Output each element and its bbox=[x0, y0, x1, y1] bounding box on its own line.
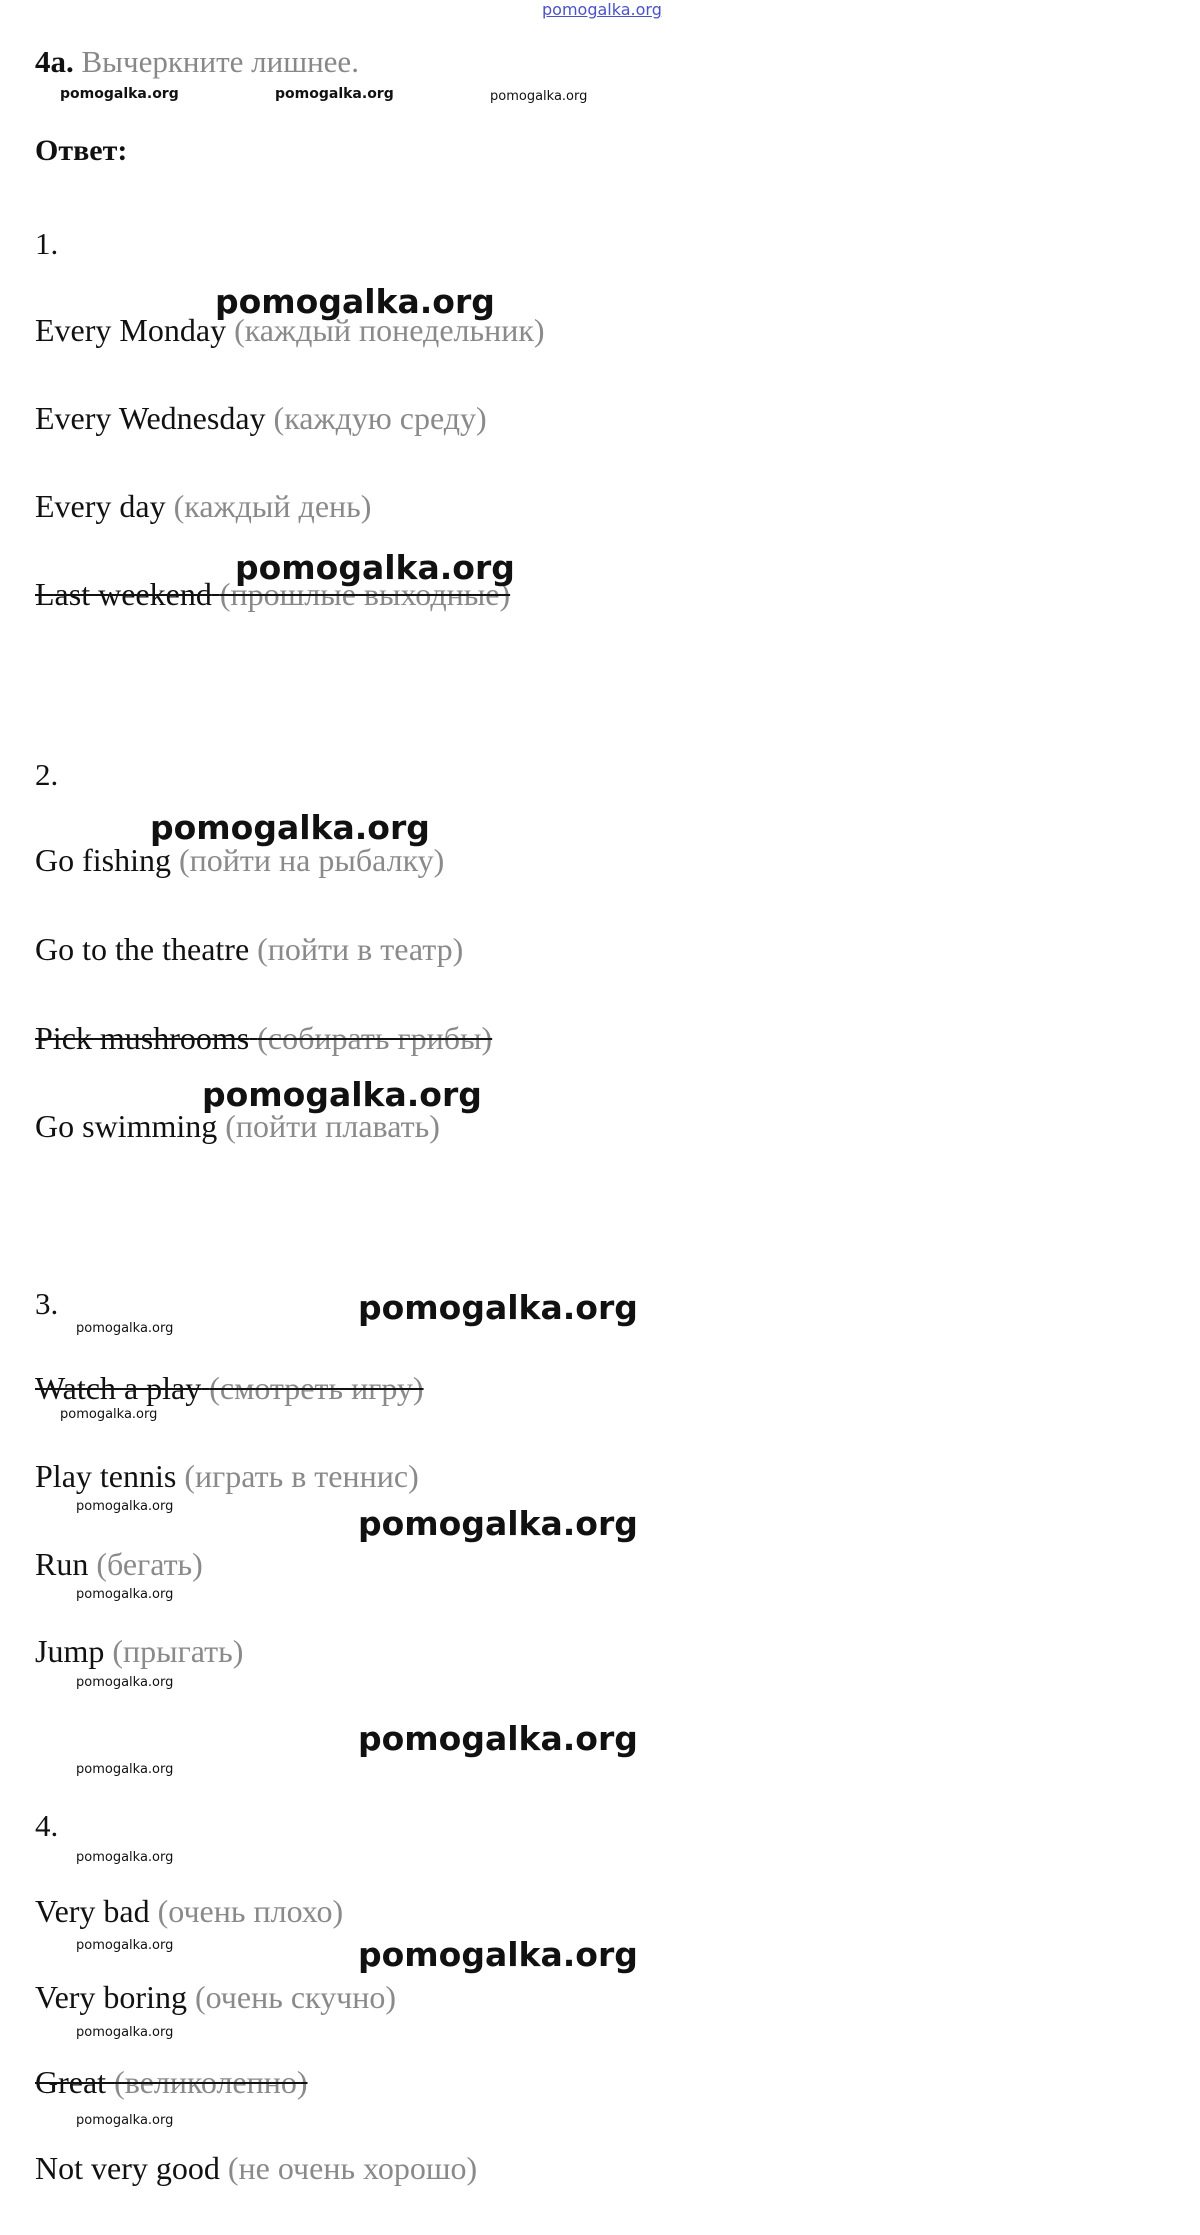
list-item bbox=[35, 488, 371, 525]
item-translation: (пойти в театр) bbox=[257, 931, 464, 967]
item-english: Go fishing bbox=[35, 842, 171, 878]
watermark: pomogalka.org bbox=[275, 86, 394, 102]
item-translation: (пойти на рыбалку) bbox=[179, 842, 445, 878]
item-english: Not very good bbox=[35, 2150, 220, 2186]
watermark: pomogalka.org bbox=[358, 1719, 638, 1758]
item-english: Go to the theatre bbox=[35, 931, 250, 967]
group-number: 2. bbox=[35, 757, 59, 792]
item-translation: (очень скучно) bbox=[194, 1979, 396, 2015]
watermark: pomogalka.org bbox=[76, 1499, 174, 1514]
watermark: pomogalka.org bbox=[60, 1407, 158, 1422]
list-item bbox=[35, 400, 487, 437]
watermark: pomogalka.org bbox=[76, 1762, 174, 1777]
item-english: Pick mushrooms bbox=[35, 1020, 250, 1056]
watermark: pomogalka.org bbox=[490, 89, 588, 104]
top-site-link[interactable]: pomogalka.org bbox=[542, 0, 662, 19]
item-english: Every Wednesday bbox=[35, 400, 266, 436]
task-number: 4a. bbox=[35, 44, 74, 79]
watermark: pomogalka.org bbox=[358, 1935, 638, 1974]
watermark: pomogalka.org bbox=[150, 808, 430, 847]
item-translation: (бегать) bbox=[96, 1546, 203, 1582]
item-english: Every Monday bbox=[35, 312, 227, 348]
watermark: pomogalka.org bbox=[358, 1504, 638, 1543]
list-item bbox=[35, 1633, 243, 1670]
list-item bbox=[35, 931, 463, 968]
item-english: Every day bbox=[35, 488, 166, 524]
item-translation: (очень плохо) bbox=[157, 1893, 344, 1929]
watermark: pomogalka.org bbox=[76, 1675, 174, 1690]
list-item bbox=[35, 842, 444, 879]
watermark: pomogalka.org bbox=[76, 2113, 174, 2128]
task-question: Вычеркните лишнее. bbox=[81, 44, 359, 79]
item-translation: (собирать грибы) bbox=[257, 1020, 493, 1056]
watermark: pomogalka.org bbox=[358, 1288, 638, 1327]
group-number: 4. bbox=[35, 1808, 59, 1843]
item-translation: (не очень хорошо) bbox=[227, 2150, 478, 2186]
task-header bbox=[35, 44, 359, 80]
item-translation: (пойти плавать) bbox=[225, 1108, 440, 1144]
watermark: pomogalka.org bbox=[60, 86, 179, 102]
list-item bbox=[35, 1546, 203, 1583]
item-translation: (прыгать) bbox=[112, 1633, 244, 1669]
watermark: pomogalka.org bbox=[76, 2025, 174, 2040]
item-english: Last weekend bbox=[35, 576, 212, 612]
item-translation: (каждый понедельник) bbox=[234, 312, 545, 348]
item-translation: (играть в теннис) bbox=[184, 1458, 419, 1494]
list-item bbox=[35, 1893, 343, 1930]
list-item bbox=[35, 1979, 396, 2016]
item-english: Very bad bbox=[35, 1893, 150, 1929]
watermark: pomogalka.org bbox=[76, 1938, 174, 1953]
crossed-out-item bbox=[35, 2064, 308, 2101]
item-english: Jump bbox=[35, 1633, 105, 1669]
watermark: pomogalka.org bbox=[76, 1850, 174, 1865]
watermark: pomogalka.org bbox=[215, 282, 495, 321]
watermark: pomogalka.org bbox=[76, 1321, 174, 1336]
item-english: Run bbox=[35, 1546, 89, 1582]
crossed-out-item bbox=[35, 1370, 424, 1407]
list-item bbox=[35, 1458, 419, 1495]
watermark: pomogalka.org bbox=[202, 1075, 482, 1114]
item-english: Great bbox=[35, 2064, 107, 2100]
crossed-out-item bbox=[35, 1020, 492, 1057]
item-english: Watch a play bbox=[35, 1370, 202, 1406]
item-translation: (смотреть игру) bbox=[209, 1370, 424, 1406]
item-translation: (великолепно) bbox=[114, 2064, 308, 2100]
item-english: Play tennis bbox=[35, 1458, 177, 1494]
list-item bbox=[35, 2150, 477, 2187]
watermark: pomogalka.org bbox=[76, 1587, 174, 1602]
group-number: 1. bbox=[35, 226, 59, 261]
watermark: pomogalka.org bbox=[235, 548, 515, 587]
item-translation: (каждый день) bbox=[173, 488, 372, 524]
group-number: 3. bbox=[35, 1286, 59, 1321]
item-translation: (каждую среду) bbox=[273, 400, 487, 436]
item-translation: (прошлые выходные) bbox=[219, 576, 511, 612]
answer-label: Ответ: bbox=[35, 134, 128, 167]
item-english: Very boring bbox=[35, 1979, 187, 2015]
item-english: Go swimming bbox=[35, 1108, 218, 1144]
